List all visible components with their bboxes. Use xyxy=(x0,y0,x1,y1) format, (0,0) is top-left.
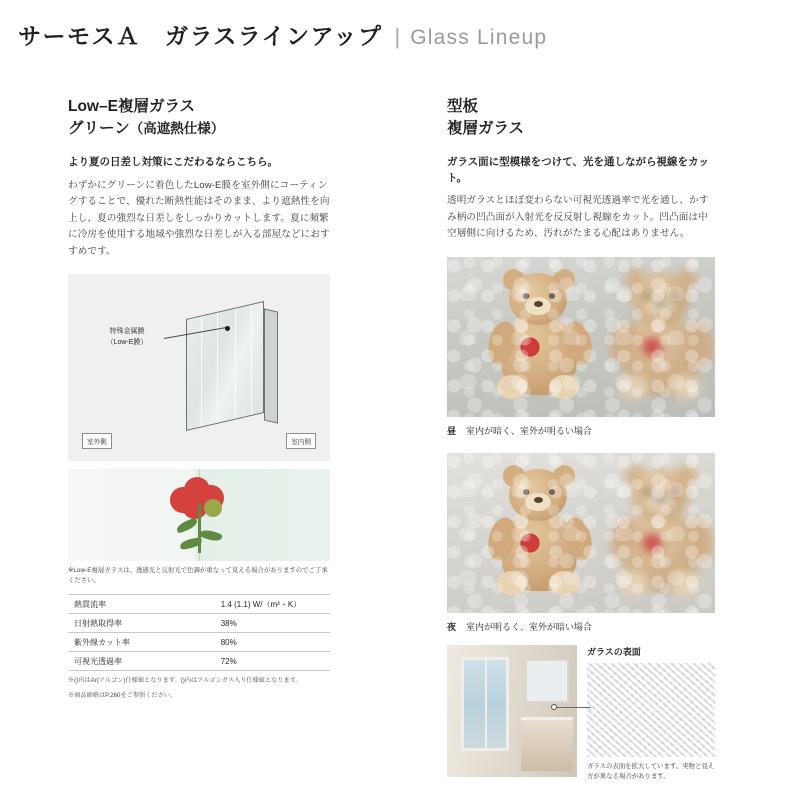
vanity-illustration xyxy=(521,717,573,771)
flower-illustration xyxy=(164,477,238,555)
spec-table xyxy=(68,594,330,671)
left-footnote-2: ※商品価格はP.260をご参照ください。 xyxy=(68,691,177,699)
caption-daytime-text: 室内が暗く、室外が明るい場合 xyxy=(466,425,592,436)
right-column xyxy=(447,96,715,782)
photo-nighttime-comparison xyxy=(447,453,715,613)
tag-outside: 室外側 xyxy=(82,433,112,449)
spec-value: 38% xyxy=(220,618,237,628)
spec-value: 72% xyxy=(220,656,237,666)
spec-label: 日射熱取得率 xyxy=(74,618,122,628)
glass-pattern-overlay xyxy=(447,257,715,417)
leader-label-line2: （Low-E膜） xyxy=(106,338,148,346)
header-separator: | xyxy=(394,24,401,49)
caption-nighttime-label: 夜 xyxy=(447,621,457,632)
flower-note: ※Low-E複層ガラスは、透過光と反射光で色調が重なって見える場合がありますのでご了承ください。 xyxy=(68,567,328,585)
page-title-en: Glass Lineup xyxy=(410,26,548,49)
left-column xyxy=(68,96,330,701)
caption-daytime-label: 昼 xyxy=(447,425,457,436)
header-row xyxy=(18,18,800,51)
photo-bathroom-interior xyxy=(447,645,577,777)
glass-pane-front xyxy=(186,301,264,431)
tag-inside: 室内側 xyxy=(286,433,316,449)
glass-structure-diagram xyxy=(68,274,330,461)
left-body-text: わずかにグリーンに着色したLow-E膜を室外側にコーティングすることで、優れた断熱性能はそのまま、より遮熱性を向上し、夏の強烈な日差しをしっかりカットします。夏に頻繁に冷房を使用する地域や強烈な日差しが入る部屋などにおすすめです。 xyxy=(68,179,330,257)
left-title-line2-wrap xyxy=(68,118,330,140)
left-title-line2-sub: （高遮熱仕様） xyxy=(129,121,225,137)
right-title-line1: 型板 xyxy=(447,98,479,115)
flower-color-sample-photo xyxy=(68,469,330,561)
left-title-line1: Low–E複層ガラス xyxy=(68,98,195,115)
table-row xyxy=(68,633,330,652)
spec-label: 可視光透過率 xyxy=(74,656,122,666)
leader-label-line1: 特殊金属膜 xyxy=(109,328,145,336)
bottom-row xyxy=(447,645,715,783)
page-title-jp: サーモスＡ ガラスラインアップ xyxy=(18,23,383,49)
surface-pointer-dot-icon xyxy=(551,704,557,710)
glass-surface-block xyxy=(587,645,715,783)
spec-label: 熱貫流率 xyxy=(74,599,106,609)
spec-value: 80% xyxy=(220,637,237,647)
spec-label: 紫外線カット率 xyxy=(74,637,130,647)
caption-nighttime xyxy=(447,620,715,633)
mirror-illustration xyxy=(525,659,569,703)
glass-surface-macro-photo xyxy=(587,663,715,757)
table-row xyxy=(68,595,330,614)
left-title-line2: グリーン xyxy=(68,120,130,138)
right-title-line2: 複層ガラス xyxy=(447,120,525,138)
surface-title: ガラスの表面 xyxy=(587,646,641,657)
glass-pattern-overlay-night xyxy=(447,453,715,613)
right-body-text: 透明ガラスとほぼ変わらない可視光透過率で光を通し、かすみ柄の凹凸面が入射光を反反射し視線をカット。凹凸面は中空層側に向けるため、汚れがたまる心配はありません。 xyxy=(447,195,709,240)
leader-label xyxy=(88,327,166,348)
table-row xyxy=(68,652,330,671)
left-footnote-1: ※()内はAr(アルゴン)仕様値となります。()内はアルゴンガス入り仕様値となります。 xyxy=(68,677,302,685)
left-section-title xyxy=(68,96,330,141)
surface-pointer-line xyxy=(555,707,591,708)
spec-value: 1.4 (1.1) W/（m²・K） xyxy=(220,599,302,609)
caption-nighttime-text: 室内が明るく、室外が暗い場合 xyxy=(466,621,592,632)
table-row xyxy=(68,614,330,633)
photo-daytime-comparison xyxy=(447,257,715,417)
caption-daytime xyxy=(447,424,715,437)
right-section-title xyxy=(447,96,715,141)
surface-note: ガラスの表面を拡大しています。実物と見え方が異なる場合があります。 xyxy=(587,762,715,781)
glass-pane-side xyxy=(264,309,278,424)
page-header xyxy=(0,0,800,51)
left-lead-text: より夏の日差し対策にこだわるならこちら。 xyxy=(68,155,278,168)
window-illustration xyxy=(461,657,509,751)
right-lead-text: ガラス面に型模様をつけて、光を通しながら視線をカット。 xyxy=(447,155,709,184)
